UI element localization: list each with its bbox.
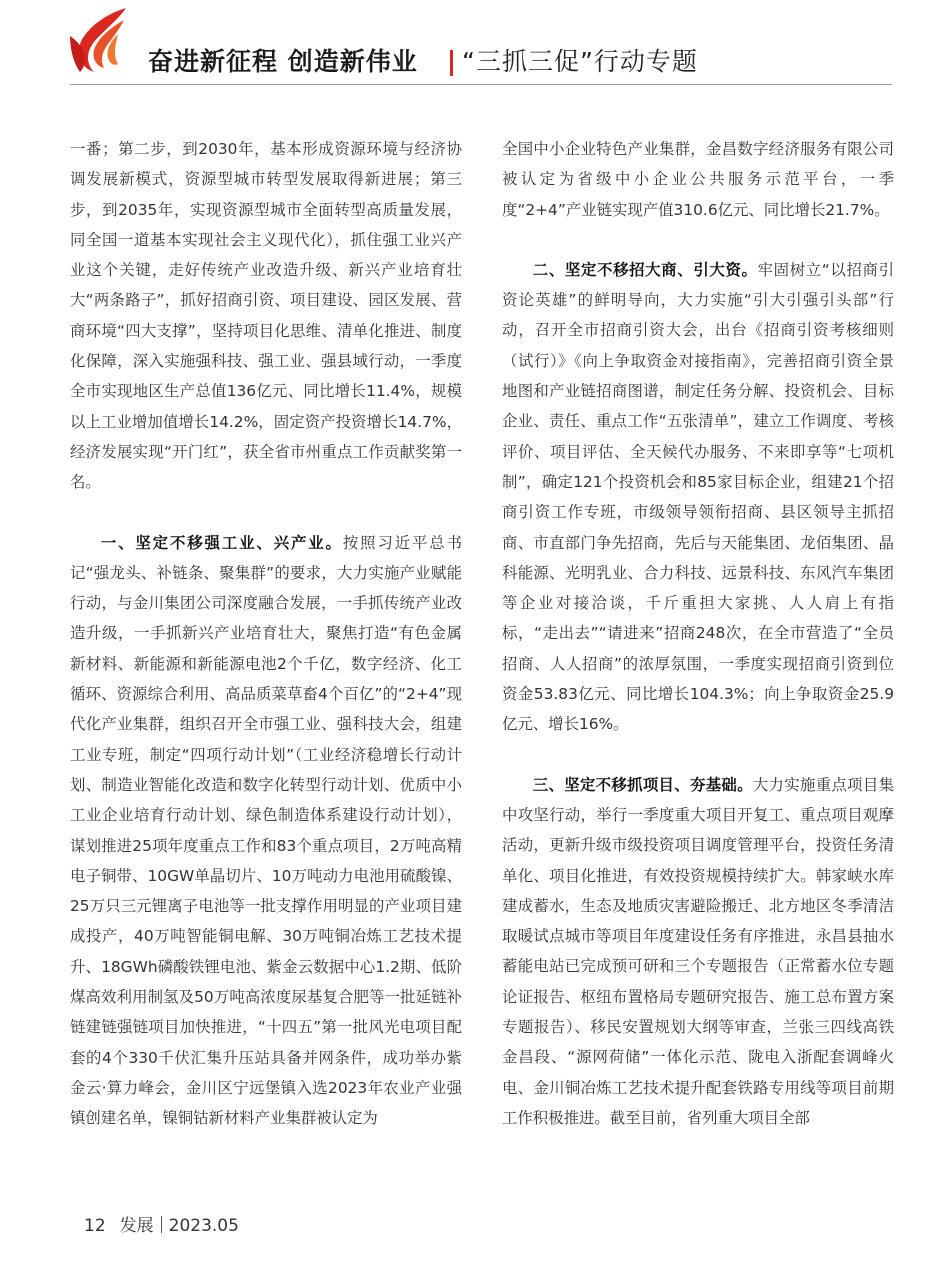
section-2-paragraph: [502, 255, 894, 740]
intro-paragraph: 一番；第二步，到2030年，基本形成资源环境与经济协调发展新模式，资源型城市转型发展取得新进展；第三步，到2035年，实现资源型城市全面转型高质量发展，同全国一道基本实现社会主义现代化），抓住强工业兴产业这个关键，走好传统产业改造升级、新兴产业培育壮大“两条路子”，抓好招商引资、项目建设、园区发展、营商环境“四大支撑”，坚持项目化思维、清单化推进、制度化保障，深入实施强科技、强工业、强县域行动，一季度全市实现地区生产总值136亿元、同比增长11.4%，规模以上工业增加值增长14.2%，固定资产投资增长14.7%，经济发展实现“开门红”，获全省市州重点工作贡献奖第一名。: [70, 140, 462, 492]
section-2-heading: 二、坚定不移招大商、引大资。: [532, 260, 758, 279]
magazine-name: 发展: [119, 1216, 154, 1236]
section-1-heading: 一、坚定不移强工业、兴产业。: [100, 533, 343, 552]
flame-logo-icon: [66, 6, 132, 76]
right-column: [502, 134, 894, 1133]
header-rule: [70, 84, 892, 85]
header-title-sub: “三抓三促”行动专题: [462, 47, 698, 76]
left-column: [70, 134, 462, 1134]
section-3-heading: 三、坚定不移抓项目、夯基础。: [532, 775, 753, 794]
header-divider: [450, 50, 453, 76]
section-1-paragraph: [70, 528, 462, 1134]
section-3-paragraph: [502, 770, 894, 1134]
section-1-body: 按照习近平总书记“强龙头、补链条、聚集群”的要求，大力实施产业赋能行动，与金川集团公司深度融合发展，一手抓传统产业改造升级，一手抓新兴产业培育壮大，聚焦打造“有色金属新材料、新能源和新能源电池2个千亿，数字经济、化工循环、资源综合利用、高品质菜草畜4个百亿”的“2+4”现代化产业集群，组织召开全市强工业、强科技大会，组建工业专班，制定“四项行动计划”（工业经济稳增长行动计划、制造业智能化改造和数字化转型行动计划、优质中小工业企业培育行动计划、绿色制造体系建设行动计划），谋划推进25项年度重点工作和83个重点项目，2万吨高精电子铜带、10GW单晶切片、10万吨动力电池用硫酸镍、25万只三元锂离子电池等一批支撑作用明显的产业项目建成投产，40万吨智能铜电解、30万吨铜冶炼工艺技术提升、18GWh磷酸铁锂电池、紫金云数据中心1.2期、低阶煤高效利用制氢及50万吨高浓度尿基复合肥等一批延链补链建链强链项目加快推进，“十四五”第一批风光电项目配套的4个330千伏汇集升压站具备并网条件，成功举办紫金云·算力峰会，金川区宁远堡镇入选2023年农业产业强镇创建名单，镍铜钴新材料产业集群被认定为: [70, 533, 462, 1128]
header-title-main: 奋进新征程 创造新伟业: [148, 47, 418, 76]
section-2-body: 牢固树立“以招商引资论英雄”的鲜明导向，大力实施“引大引强引头部”行动，召开全市招商引资大会，出台《招商引资考核细则（试行）》《向上争取资金对接指南》，完善招商引资全景地图和产业链招商图谱，制定任务分解、投资机会、目标企业、责任、重点工作“五张清单”，建立工作调度、考核评价、项目评估、全天候代办服务、不来即享等“七项机制”，确定121个投资机会和85家目标企业，组建21个招商引资工作专班，市级领导领衔招商、县区领导主抓招商、市直部门争先招商，先后与天能集团、龙佰集团、晶科能源、光明乳业、合力科技、远景科技、东风汽车集团等企业对接洽谈，千斤重担大家挑、人人肩上有指标，“走出去”“请进来”招商248次，在全市营造了“全员招商、人人招商”的浓厚氛围，一季度实现招商引资到位资金53.83亿元、同比增长104.3%；向上争取资金25.9亿元、增长16%。: [502, 260, 894, 734]
issue-number: 2023.05: [168, 1216, 239, 1236]
page-footer: [84, 1211, 239, 1236]
section-3-body: 大力实施重点项目集中攻坚行动，举行一季度重大项目开复工、重点项目观摩活动，更新升级市级投资项目调度管理平台，投资任务清单化、项目化推进，有效投资规模持续扩大。韩家峡水库建成蓄水，生态及地质灾害避险搬迁、北方地区冬季清洁取暖试点城市等项目年度建设任务有序推进，永昌县抽水蓄能电站已完成预可研和三个专题报告（正常蓄水位专题论证报告、枢纽布置格局专题研究报告、施工总布置方案专题报告）、移民安置规划大纲等审查，兰张三四线高铁金昌段、“源网荷储”一体化示范、陇电入浙配套调峰火电、金川铜冶炼工艺技术提升配套铁路专用线等项目前期工作积极推进。截至目前，省列重大项目全部: [502, 775, 894, 1127]
page-number: 12: [84, 1216, 106, 1236]
continued-paragraph: 全国中小企业特色产业集群，金昌数字经济服务有限公司被认定为省级中小企业公共服务示范平台，一季度“2+4”产业链实现产值310.6亿元、同比增长21.7%。: [502, 140, 894, 219]
footer-divider: [161, 1216, 162, 1233]
